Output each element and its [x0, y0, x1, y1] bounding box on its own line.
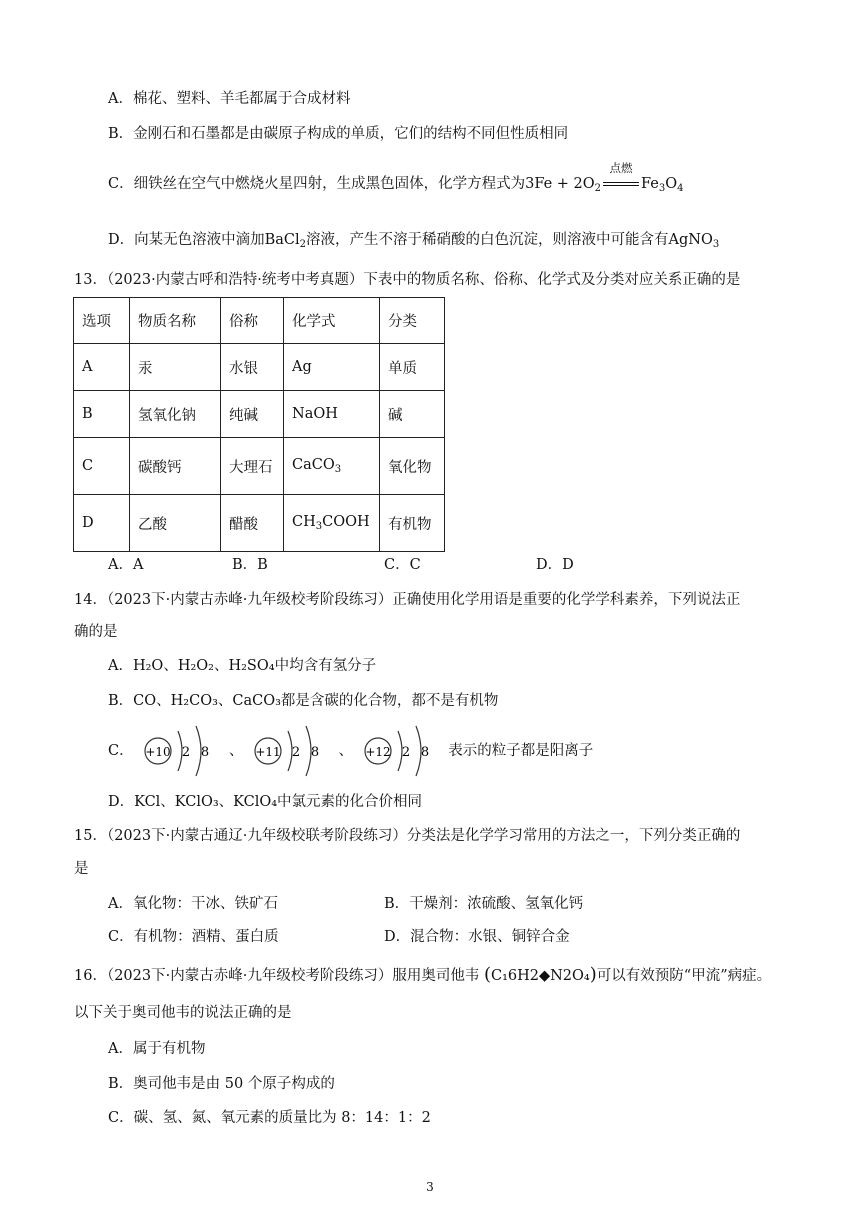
- table-cell: [284, 438, 380, 495]
- ch3cooh-formula: CH: [292, 514, 316, 530]
- equation-arrow: [601, 161, 641, 194]
- caco3-formula: CaCO: [292, 457, 335, 473]
- table-cell: [284, 495, 380, 552]
- table-row: [74, 495, 445, 552]
- q12-option-c: [108, 161, 684, 199]
- equation-rhs-fe: Fe: [641, 176, 659, 192]
- q15-stem-line1: 15．（2023下·内蒙古通辽·九年级校联考阶段练习）分类法是化学学习常用的方法之一，下列分类正确的: [74, 828, 741, 844]
- table-cell: NaOH: [284, 391, 380, 438]
- table-cell: 醋酸: [221, 495, 284, 552]
- table-row: [74, 438, 445, 495]
- header-cell: 物质名称: [130, 298, 221, 344]
- q13-table: [73, 297, 445, 552]
- oseltamivir-formula: C₁6H2◆N2O₄: [490, 968, 590, 984]
- table-cell: B: [74, 391, 130, 438]
- q12-d-pre: D．向某无色溶液中滴加: [108, 232, 265, 248]
- table-cell: 碳酸钙: [130, 438, 221, 495]
- nucleus-charge: +11: [255, 745, 281, 759]
- q12-option-c-text: C．细铁丝在空气中燃烧火星四射，生成黑色固体，化学方程式为: [108, 176, 526, 192]
- shell-electrons: 2: [182, 745, 191, 760]
- q16-option-b: B．奥司他韦是由 50 个原子构成的: [108, 1076, 335, 1092]
- agno3-sub: 3: [712, 239, 720, 250]
- table-cell: 水银: [221, 344, 284, 391]
- equation-sub: 2: [594, 183, 602, 194]
- q16-stem-start: 16．（2023下·内蒙古赤峰·九年级校考阶段练习）服用奥司他韦: [74, 968, 480, 984]
- q14-stem-line2: 确的是: [74, 624, 118, 640]
- q15-option-a: A．氧化物：干冰、铁矿石: [108, 896, 278, 912]
- nucleus-charge: +12: [364, 745, 391, 759]
- q14-option-b: B．CO、H₂CO₃、CaCO₃都是含碳的化合物，都不是有机物: [108, 693, 499, 709]
- equation-condition: 点燃: [609, 161, 633, 175]
- q16-stem-line2: 以下关于奥司他韦的说法正确的是: [74, 1005, 292, 1021]
- equation-sub-3: 3: [658, 183, 666, 194]
- shell-electrons: 8: [420, 745, 429, 760]
- table-cell: Ag: [284, 344, 380, 391]
- q15-option-d: D．混合物：水银、铜锌合金: [384, 929, 570, 945]
- q16-stem-line1: 16．（2023下·内蒙古赤峰·九年级校考阶段练习）服用奥司他韦 (C₁6H2◆N2O₄)可以有效预防“甲流”病症。: [74, 964, 772, 985]
- separator: 、: [228, 743, 244, 759]
- shell-electrons: 8: [310, 745, 320, 760]
- atom-structure-diagram: [362, 722, 440, 780]
- table-cell: 大理石: [221, 438, 284, 495]
- table-cell: 氧化物: [380, 438, 445, 495]
- q13-stem: 13．（2023·内蒙古呼和浩特·统考中考真题）下表中的物质名称、俗称、化学式及分类对应关系正确的是: [74, 272, 741, 288]
- q13-answer-d: D．D: [536, 557, 574, 573]
- page-number: 3: [426, 1180, 434, 1194]
- header-cell: 选项: [74, 298, 130, 344]
- q13-answer-a: A．A: [108, 557, 144, 573]
- q15-stem-line2: 是: [74, 861, 89, 877]
- shell-electrons: 8: [201, 745, 210, 760]
- q14-option-d: D．KCl、KClO₃、KClO₄中氯元素的化合价相同: [108, 794, 423, 810]
- table-row: [74, 391, 445, 438]
- q15-option-c: C．有机物：酒精、蛋白质: [108, 929, 279, 945]
- table-cell: 有机物: [380, 495, 445, 552]
- q16-stem-end: 可以有效预防“甲流”病症。: [596, 968, 772, 984]
- q15-option-b: B．干燥剂：浓硫酸、氢氧化钙: [384, 896, 584, 912]
- table-cell: 汞: [130, 344, 221, 391]
- equation-rhs-o: O: [665, 176, 678, 192]
- atom-structure-diagram: [142, 722, 220, 780]
- header-cell: 化学式: [284, 298, 380, 344]
- header-cell: 分类: [380, 298, 445, 344]
- table-cell: 碱: [380, 391, 445, 438]
- table-cell: D: [74, 495, 130, 552]
- q14-option-a: A．H₂O、H₂O₂、H₂SO₄中均含有氢分子: [108, 658, 377, 674]
- separator: 、: [338, 743, 354, 759]
- agno3-formula: AgNO: [668, 232, 713, 248]
- equation-sub-4: 4: [677, 183, 684, 194]
- table-cell: 氢氧化钠: [130, 391, 221, 438]
- q14-stem-line1: 14．（2023下·内蒙古赤峰·九年级校考阶段练习）正确使用化学用语是重要的化学学科素养，下列说法正: [74, 592, 741, 608]
- q12-option-a: A．棉花、塑料、羊毛都属于合成材料: [108, 91, 351, 107]
- table-cell: A: [74, 344, 130, 391]
- equation-lhs: 3Fe + 2O: [525, 176, 595, 192]
- q16-option-c: C．碳、氢、氮、氧元素的质量比为 8：14：1：2: [108, 1110, 431, 1126]
- q12-option-b: B．金刚石和石墨都是由碳原子构成的单质，它们的结构不同但性质相同: [108, 126, 569, 142]
- q12-option-d: [108, 230, 719, 255]
- table-cell: 乙酸: [130, 495, 221, 552]
- bacl2-sub: 2: [299, 239, 307, 250]
- ch3cooh-rest: COOH: [322, 514, 370, 530]
- atom-structure-diagram: [252, 722, 330, 780]
- table-row: [74, 344, 445, 391]
- table-cell: 纯碱: [221, 391, 284, 438]
- ch3cooh-sub: 3: [315, 521, 323, 532]
- q14-option-c: [108, 721, 593, 781]
- bacl2-formula: BaCl: [264, 232, 300, 248]
- shell-electrons: 2: [291, 745, 301, 760]
- q13-answer-c: C．C: [384, 557, 421, 573]
- table-cell: 单质: [380, 344, 445, 391]
- table-cell: C: [74, 438, 130, 495]
- q12-d-mid: 溶液，产生不溶于稀硝酸的白色沉淀，则溶液中可能含有: [306, 232, 669, 248]
- q14-c-suffix: 表示的粒子都是阳离子: [448, 743, 594, 759]
- nucleus-charge: +10: [145, 745, 171, 759]
- q16-option-a: A．属于有机物: [108, 1041, 206, 1057]
- q14-c-prefix: C．: [108, 743, 134, 759]
- table-header-row: [74, 298, 445, 344]
- shell-electrons: 2: [401, 745, 410, 760]
- caco3-sub: 3: [334, 464, 342, 475]
- header-cell: 俗称: [221, 298, 284, 344]
- q13-answer-b: B．B: [232, 557, 268, 573]
